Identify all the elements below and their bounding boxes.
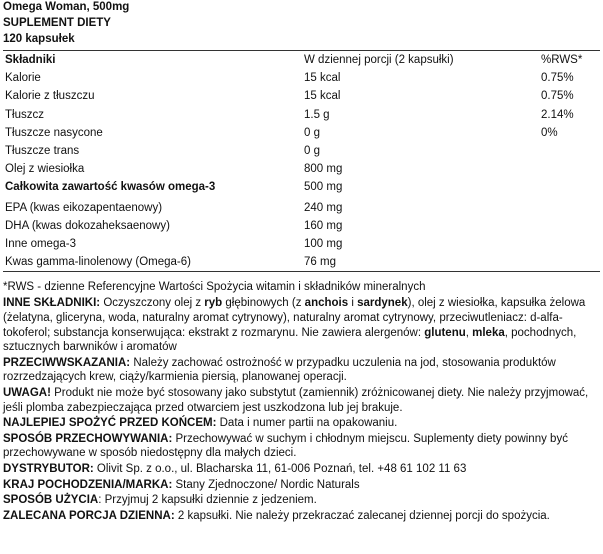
section-text: głębinowych (z [222,297,305,310]
row-amount: 160 mg [304,219,343,232]
allergen-sardine: sardynek [357,297,408,310]
contraindications-section [3,356,600,385]
origin-section [3,478,600,493]
table-row [3,124,600,142]
usage-section [3,493,600,508]
row-name: Kwas gamma-linolenowy (Omega-6) [5,256,191,269]
row-amount: 100 mg [304,238,343,251]
row-rws: 0% [541,126,558,139]
section-text: Przechowywać w suchym i chłodnym miejscu. Suplementy diety powinny być przechowywane w sposób niedostępny dla małych dzieci. [3,432,568,460]
table-row [3,106,600,124]
section-label: SPOSÓB PRZECHOWYWANIA: [3,432,173,445]
table-row [3,217,600,235]
ingredients-section [3,296,600,354]
section-label: KRAJ POCHODZENIA/MARKA: [3,478,173,491]
row-rws [539,235,600,253]
row-name: EPA (kwas eikozapentaenowy) [5,201,163,214]
section-text: , pochodnych, sztucznych barwników i aromatów [3,326,577,354]
supplement-label [3,0,600,523]
row-amount: 0 g [304,145,320,158]
allergen-gluten: glutenu [424,326,466,339]
table-row [3,160,600,178]
section-text: Stany Zjednoczone/ Nordic Naturals [172,478,360,491]
row-amount: 76 mg [304,256,336,269]
section-label: DYSTRYBUTOR: [3,462,94,475]
section-text: Należy zachować ostrożność w przypadku uczulenia na jod, stosowania produktów rozrzedzających krew, ciąży/karmienia piersią, planowanej operacji. [3,356,556,384]
table-row [3,142,600,160]
row-amount: 1.5 g [304,108,330,121]
row-rws [539,217,600,235]
row-name: Kalorie [5,72,41,85]
allergen-milk: mleka [472,326,505,339]
section-text: ), olej z wiesiołka, kapsułka żelowa (żelatyna, gliceryna, woda, naturalny aromat cytrynowy), naturalny aromat cytrynowy, przeciwutleniacz: d-alfa-tokoferol; substancja konserwująca: ekstrakt z rozmarynu. Nie zawiera alergenów: [3,297,586,339]
row-name: Tłuszcz [5,108,44,121]
col-header-daily-portion: W dziennej porcji (2 kapsułki) [304,54,454,66]
product-category: SUPLEMENT DIETY [3,17,111,29]
row-name: Tłuszcze trans [5,145,80,158]
allergen-anchovy: anchois [304,297,349,310]
daily-dose-section [3,509,600,524]
table-row [3,69,600,87]
row-amount: 0 g [304,126,320,139]
col-header-rws: %RWS* [541,54,583,66]
row-amount: 15 kcal [304,90,341,103]
row-name: Olej z wiesiołka [5,163,85,176]
row-name: Inne omega-3 [5,238,76,251]
section-label: ZALECANA PORCJA DZIENNA: [3,509,175,522]
section-text: Olivit Sp. z o.o., ul. Blacharska 11, 61-006 Poznań, tel. +48 61 102 11 63 [93,462,467,475]
row-rws [539,253,600,272]
row-name: Tłuszcze nasycone [5,126,103,139]
best-before-section [3,416,600,431]
table-row [3,87,600,105]
capsule-count: 120 kapsułek [3,33,75,45]
section-label: INNE SKŁADNIKI: [3,297,101,310]
row-rws [539,197,600,217]
rws-footnote: *RWS - dzienne Referencyjne Wartości Spożycia witamin i składników mineralnych [3,281,426,294]
section-text: , [465,326,473,339]
table-row [3,178,600,196]
table-row [3,253,600,272]
row-amount: 500 mg [304,181,343,194]
section-text: i [348,297,358,310]
row-rws: 2.14% [541,108,574,121]
row-amount: 15 kcal [304,72,341,85]
section-text: Data i numer partii na opakowaniu. [216,417,398,430]
section-text: : Przyjmuj 2 kapsułki dziennie z jedzeniem. [98,494,317,507]
section-text: Produkt nie może być stosowany jako substytut (zamiennik) zróżnicowanej diety. Nie należy przyjmować, jeśli plomba zabezpieczająca przed otwarciem jest uszkodzona lub jej brakuje. [3,387,589,414]
row-name: Kalorie z tłuszczu [5,90,95,103]
table-row [3,235,600,253]
table-header-row [3,51,600,70]
nutrition-table [3,50,600,272]
row-name: DHA (kwas dokozaheksaenowy) [5,219,170,232]
row-amount: 800 mg [304,163,343,176]
section-text: Oczyszczony olej z [100,297,205,310]
section-label: SPOSÓB UŻYCIA [3,494,99,507]
section-label: UWAGA! [3,387,51,399]
section-label: PRZECIWWSKAZANIA: [3,356,131,369]
table-row [3,197,600,217]
section-text: 2 kapsułki. Nie należy przekraczać zalecanej dziennej porcji do spożycia. [174,509,550,522]
row-rws: 0.75% [541,90,574,103]
section-label: NAJLEPIEJ SPOŻYĆ PRZED KOŃCEM: [3,417,217,430]
allergen-fish: ryb [204,297,223,310]
col-header-ingredients: Składniki [5,54,56,66]
row-name: Całkowita zawartość kwasów omega-3 [5,181,216,194]
distributor-section [3,462,600,477]
row-rws [539,142,600,160]
row-rws [539,178,600,196]
product-name: Omega Woman, 500mg [3,1,130,13]
warning-section [3,386,600,415]
row-rws: 0.75% [541,72,574,85]
storage-section [3,432,600,461]
row-amount: 240 mg [304,201,343,214]
row-rws [539,160,600,178]
